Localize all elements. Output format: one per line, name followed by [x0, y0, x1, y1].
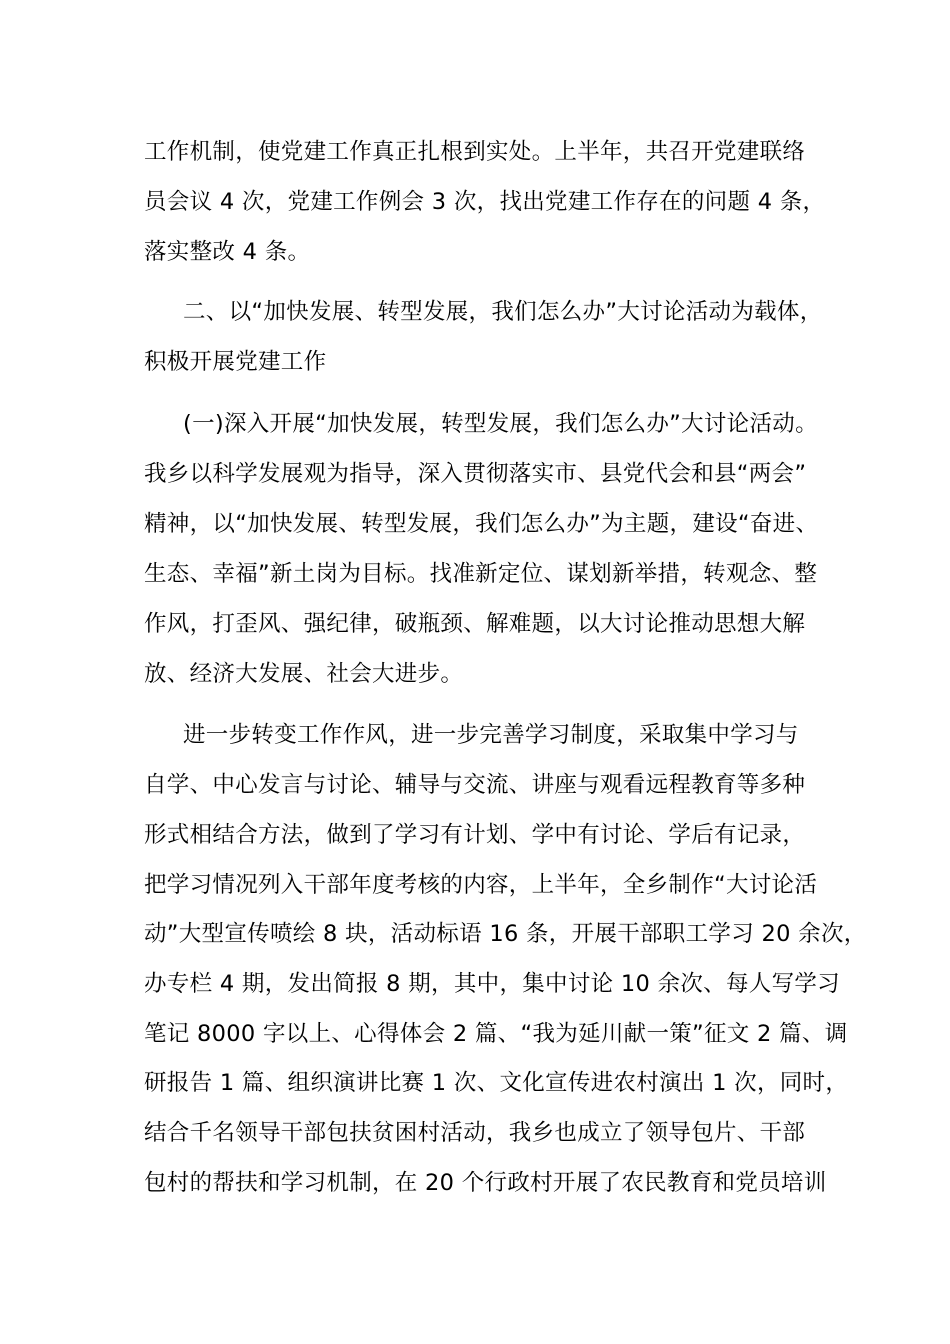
body-line: 笔记 8000 字以上、心得体会 2 篇、“我为延川献一策”征文 2 篇、调 — [144, 1021, 848, 1047]
body-line: 精神，以“加快发展、转型发展，我们怎么办”为主题，建设“奋进、 — [144, 511, 819, 537]
body-line: 自学、中心发言与讨论、辅导与交流、讲座与观看远程教育等多种 — [144, 772, 806, 798]
body-line: 办专栏 4 期，发出简报 8 期，其中，集中讨论 10 余次、每人写学习 — [144, 971, 840, 997]
body-line: 结合千名领导干部包扶贫困村活动，我乡也成立了领导包片、干部 — [144, 1120, 806, 1146]
subsection-heading-line: (一)深入开展“加快发展，转型发展，我们怎么办”大讨论活动。 — [183, 411, 818, 437]
body-line: 进一步转变工作作风，进一步完善学习制度，采取集中学习与 — [183, 722, 799, 748]
body-line: 动”大型宣传喷绘 8 块，活动标语 16 条，开展干部职工学习 20 余次， — [144, 921, 867, 947]
body-line: 落实整改 4 条。 — [144, 239, 311, 265]
section-heading-line: 二、以“加快发展、转型发展，我们怎么办”大讨论活动为载体， — [183, 299, 823, 325]
body-line: 作风，打歪风、强纪律，破瓶颈、解难题，以大讨论推动思想大解 — [144, 611, 806, 637]
body-line: 放、经济大发展、社会大进步。 — [144, 661, 464, 687]
body-line: 把学习情况列入干部年度考核的内容，上半年，全乡制作“大讨论活 — [144, 872, 818, 898]
body-line: 生态、幸福”新土岗为目标。找准新定位、谋划新举措，转观念、整 — [144, 561, 818, 587]
body-line: 我乡以科学发展观为指导，深入贯彻落实市、县党代会和县“两会” — [144, 461, 807, 487]
body-line: 工作机制，使党建工作真正扎根到实处。上半年，共召开党建联络 — [144, 139, 806, 165]
body-line: 员会议 4 次，党建工作例会 3 次，找出党建工作存在的问题 4 条， — [144, 189, 826, 215]
body-line: 包村的帮扶和学习机制，在 20 个行政村开展了农民教育和党员培训 — [144, 1170, 827, 1196]
section-heading-line: 积极开展党建工作 — [144, 349, 327, 375]
body-line: 研报告 1 篇、组织演讲比赛 1 次、文化宣传进农村演出 1 次，同时， — [144, 1070, 849, 1096]
body-line: 形式相结合方法，做到了学习有计划、学中有讨论、学后有记录， — [144, 822, 806, 848]
